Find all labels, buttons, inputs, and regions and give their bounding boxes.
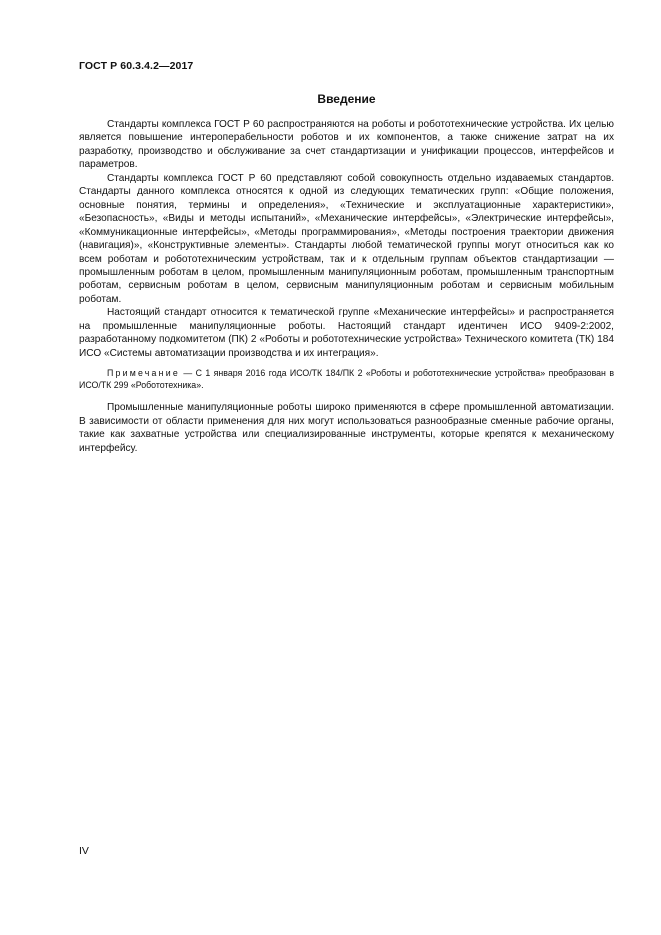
document-body (79, 118, 614, 455)
section-title: Введение (317, 92, 376, 106)
paragraph-3: Настоящий стандарт относится к тематической группе «Механические интерфейсы» и распространяется на промышленные манипуляционные роботы. Настоящий стандарт идентичен ИСО 9409-2:2002, разработанному подкомитетом (ПК) 2 «Роботы и робототехнические устройства» Технического комитета (ТК) 184 ИСО «Системы автоматизации производства и их интеграция». (79, 307, 614, 359)
document-header: ГОСТ Р 60.3.4.2—2017 (79, 60, 194, 72)
note (79, 367, 614, 391)
page-number: IV (79, 845, 89, 857)
paragraph-4: Промышленные манипуляционные роботы широко применяются в сфере промышленной автоматизации. В зависимости от области применения для них могут использоваться разнообразные сменные рабочие органы, такие как захватные устройства или специализированные инструменты, которые крепятся к механическому интерфейсу. (79, 402, 614, 454)
paragraph-2: Стандарты комплекса ГОСТ Р 60 представляют собой совокупность отдельно издаваемых стандартов. Стандарты данного комплекса относятся к одной из следующих тематических групп: «Общие положения, основные понятия, термины и определения», «Технические и эксплуатационные характеристики», «Безопасность», «Виды и методы испытаний», «Механические интерфейсы», «Электрические интерфейсы», «Коммуникационные интерфейсы», «Методы программирования», «Методы построения траектории движения (навигация)», «Конструктивные элементы». Стандарты любой тематической группы могут относиться как ко всем роботам и робототехническим устройствам, так и к отдельным группам объектов стандартизации — промышленным роботам в целом, промышленным манипуляционным роботам, промышленным транспортным роботам, сервисным роботам в целом, сервисным манипуляционным роботам и сервисным мобильным роботам. (79, 172, 614, 305)
paragraph-1: Стандарты комплекса ГОСТ Р 60 распространяются на роботы и робототехнические устройства. Их целью является повышение интероперабельности роботов и их компонентов, а также снижение затрат на их разработку, производство и обслуживание за счет стандартизации и унификации процессов, интерфейсов и параметров. (79, 119, 614, 171)
note-text: — С 1 января 2016 года ИСО/ТК 184/ПК 2 «Роботы и робототехнические устройства» преобразован в ИСО/ТК 299 «Робототехника». (79, 368, 614, 391)
note-label: Примечание (107, 368, 180, 379)
